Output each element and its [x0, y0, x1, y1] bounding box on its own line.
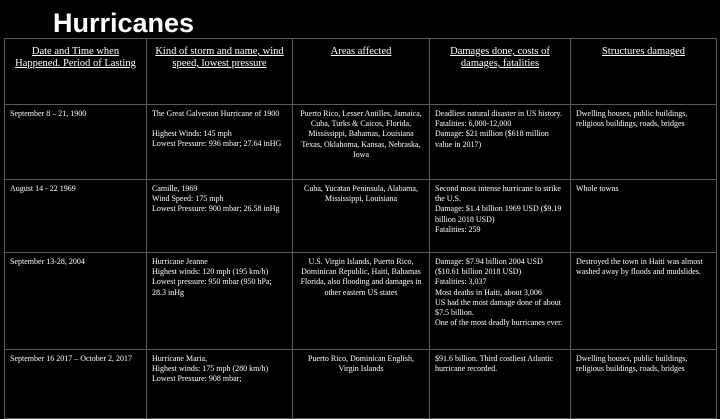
table-row: [5, 180, 717, 253]
damage-line: Damage: $1.4 billion 1969 USD ($9.19 billion 2018 USD): [435, 204, 564, 224]
cell-structures: Dwelling houses, public buildings, religious buildings, roads, bridges: [571, 105, 717, 180]
storm-line: Lowest Pressure: 908 mbar;: [152, 374, 242, 384]
header-structures: Structures damaged: [571, 39, 717, 105]
storm-line: Hurricane Maria,: [152, 354, 208, 363]
cell-storm: [147, 180, 293, 253]
cell-storm: [147, 105, 293, 180]
cell-damages: [430, 350, 571, 419]
cell-date: September 13-28, 2004: [5, 253, 147, 350]
table-header-row: [5, 39, 717, 105]
header-date: Date and Time when Happened. Period of Lasting: [5, 39, 147, 105]
storm-gap: [152, 119, 287, 129]
cell-storm: [147, 253, 293, 350]
cell-structures: Dwelling houses, public buildings, religious buildings, roads, bridges: [571, 350, 717, 419]
damage-line: One of the most deadly hurricanes ever.: [435, 318, 563, 328]
storm-line: The Great Galveston Hurricane of 1900: [152, 109, 280, 118]
storm-line: Highest winds: 175 mph (280 km/h): [152, 364, 269, 374]
cell-damages: [430, 105, 571, 180]
cell-date: August 14 - 22 1969: [5, 180, 147, 253]
damage-line: Fatalities: 6,000-12,000: [435, 119, 512, 129]
damage-line: $91.6 billion. Third costliest Atlantic hurricane recorded.: [435, 354, 556, 374]
damage-line: Second most intense hurricane to strike the U.S.: [435, 184, 563, 204]
cell-areas: Puerto Rico, Dominican English, Virgin Islands: [293, 350, 430, 419]
storm-line: Lowest Pressure: 936 mbar; 27.64 inHG: [152, 139, 282, 149]
slide-title: Hurricanes: [53, 8, 195, 38]
damage-line: Fatalities: 259: [435, 224, 481, 234]
table-row: [5, 105, 717, 180]
cell-areas: U.S. Virgin Islands, Puerto Rico, Dominican Republic, Haiti, Bahamas Florida, also flooding and damages in other eastern US states: [293, 253, 430, 350]
hurricanes-table: [4, 38, 717, 419]
cell-date: September 8 – 21, 1900: [5, 105, 147, 180]
storm-line: Lowest Pressure: 900 mbar; 26.58 inHg: [152, 204, 280, 214]
cell-areas: Puerto Rico, Lesser Antilles, Jamaica, Cuba, Turks & Caicos, Florida, Mississippi, Bahamas, Louisiana Texas, Oklahoma, Kansas, Nebraska, Iowa: [293, 105, 430, 180]
header-storm: Kind of storm and name, wind speed, lowest pressure: [147, 39, 293, 105]
storm-line: Camille, 1969: [152, 184, 198, 193]
storm-line: Hurricane Jeanne: [152, 257, 208, 266]
cell-areas: Cuba, Yucatan Peninsula, Alabama, Mississippi, Louisiana: [293, 180, 430, 253]
cell-structures: Destroyed the town in Haiti was almost washed away by floods and mudslides.: [571, 253, 717, 350]
damage-line: Damage: $7.94 billion 2004 USD ($10.61 billion 2018 USD): [435, 257, 545, 277]
cell-damages: [430, 180, 571, 253]
damage-line: Fatalities: 3,037: [435, 277, 487, 287]
header-damages: Damages done, costs of damages, fatalities: [430, 39, 571, 105]
damage-line: Most deaths in Haiti, about 3,006: [435, 287, 542, 297]
cell-structures: Whole towns: [571, 180, 717, 253]
cell-damages: [430, 253, 571, 350]
damage-line: Deadliest natural disaster in US history.: [435, 109, 563, 118]
header-areas: Areas affected: [293, 39, 430, 105]
table-row: [5, 350, 717, 419]
cell-date: September 16 2017 – October 2, 2017: [5, 350, 147, 419]
table-row: [5, 253, 717, 350]
cell-storm: [147, 350, 293, 419]
damage-line: Damage: $21 million ($618 million value in 2017): [435, 129, 551, 149]
damage-line: US had the most damage done of about $7.5 billion.: [435, 297, 563, 318]
storm-line: Lowest pressure: 950 mbar (950 hPa; 28.3 inHg: [152, 277, 274, 297]
storm-line: Highest winds: 120 mph (195 km/h): [152, 267, 269, 277]
storm-line: Wind Speed: 175 mph: [152, 194, 224, 204]
storm-line: Highest Winds: 145 mph: [152, 129, 232, 139]
